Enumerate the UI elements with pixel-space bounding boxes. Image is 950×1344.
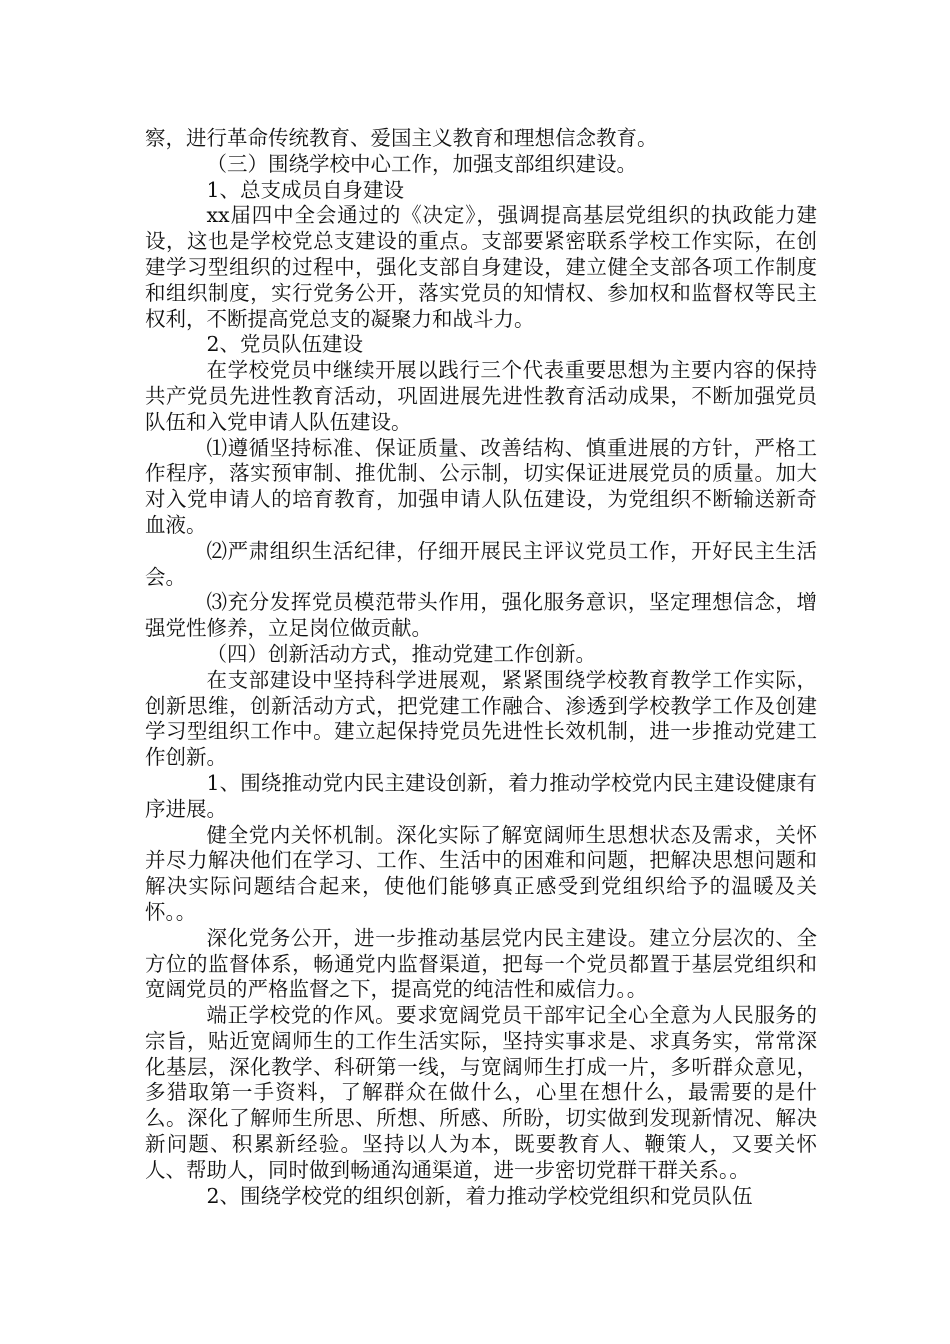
subsection-heading: 2、围绕学校党的组织创新，着力推动学校党组织和党员队伍 — [206, 1183, 753, 1208]
paragraph: 端正学校党的作风。要求宽阔党员干部牢记全心全意为人民服务的宗旨，贴近宽阔师生的工作生活实际，坚持实事求是、求真务实，常常深化基层，深化教学、科研第一线，与宽阔师生打成一片，多听群众意见，多猎取第一手资料，了解群众在做什么，心里在想什么，最需要的是什么。深化了解师生所思、所想、所感、所盼，切实做到发现新情况、解决新问题、积累新经验。坚持以人为本，既要教育人、鞭策人，又要关怀人、帮助人，同时做到畅通沟通渠道，进一步密切党群干群关系。。 — [145, 1003, 817, 1182]
paragraph: 在学校党员中继续开展以践行三个代表重要思想为主要内容的保持共产党员先进性教育活动，巩固进展先进性教育活动成果，不断加强党员队伍和入党申请人队伍建设。 — [145, 358, 817, 434]
paragraph: 察，进行革命传统教育、爱国主义教育和理想信念教育。 — [145, 126, 658, 150]
list-item: ⑶充分发挥党员模范带头作用，强化服务意识，坚定理想信念，增强党性修养，立足岗位做贡献。 — [145, 590, 817, 641]
paragraph: xx届四中全会通过的《决定》，强调提高基层党组织的执政能力建设，这也是学校党总支建设的重点。支部要紧密联系学校工作实际，在创建学习型组织的过程中，强化支部自身建设，建立健全支部各项工作制度和组织制度，实行党务公开，落实党员的知情权、参加权和监督权等民主权利，不断提高党总支的凝聚力和战斗力。 — [145, 203, 817, 331]
section-heading: （四）创新活动方式，推动党建工作创新。 — [206, 641, 596, 666]
section-heading: （三）围绕学校中心工作，加强支部组织建设。 — [206, 151, 637, 176]
subsection-heading: 1、围绕推动党内民主建设创新，着力推动学校党内民主建设健康有序进展。 — [145, 770, 817, 821]
paragraph: 深化党务公开，进一步推动基层党内民主建设。建立分层次的、全方位的监督体系，畅通党内监督渠道，把每一个党员都置于基层党组织和宽阔党员的严格监督之下，提高党的纯洁性和威信力。。 — [145, 925, 817, 1002]
list-item: ⑵严肃组织生活纪律，仔细开展民主评议党员工作，开好民主生活会。 — [145, 538, 817, 589]
subsection-heading: 1、总支成员自身建设 — [206, 177, 405, 202]
paragraph: 在支部建设中坚持科学进展观，紧紧围绕学校教育教学工作实际，创新思维，创新活动方式，把党建工作融合、渗透到学校教学工作及创建学习型组织工作中。建立起保持党员先进性长效机制，进一步推动党建工作创新。 — [145, 667, 817, 770]
paragraph: 健全党内关怀机制。深化实际了解宽阔师生思想状态及需求，关怀并尽力解决他们在学习、工作、生活中的困难和问题，把解决思想问题和解决实际问题结合起来，使他们能够真正感受到党组织给予的温暖及关怀。。 — [145, 822, 817, 924]
subsection-heading: 2、党员队伍建设 — [206, 332, 364, 357]
document-body — [145, 126, 817, 1209]
list-item: ⑴遵循坚持标准、保证质量、改善结构、慎重进展的方针，严格工作程序，落实预审制、推优制、公示制，切实保证进展党员的质量。加大对入党申请人的培育教育，加强申请人队伍建设，为党组织不断输送新奇血液。 — [145, 435, 817, 537]
